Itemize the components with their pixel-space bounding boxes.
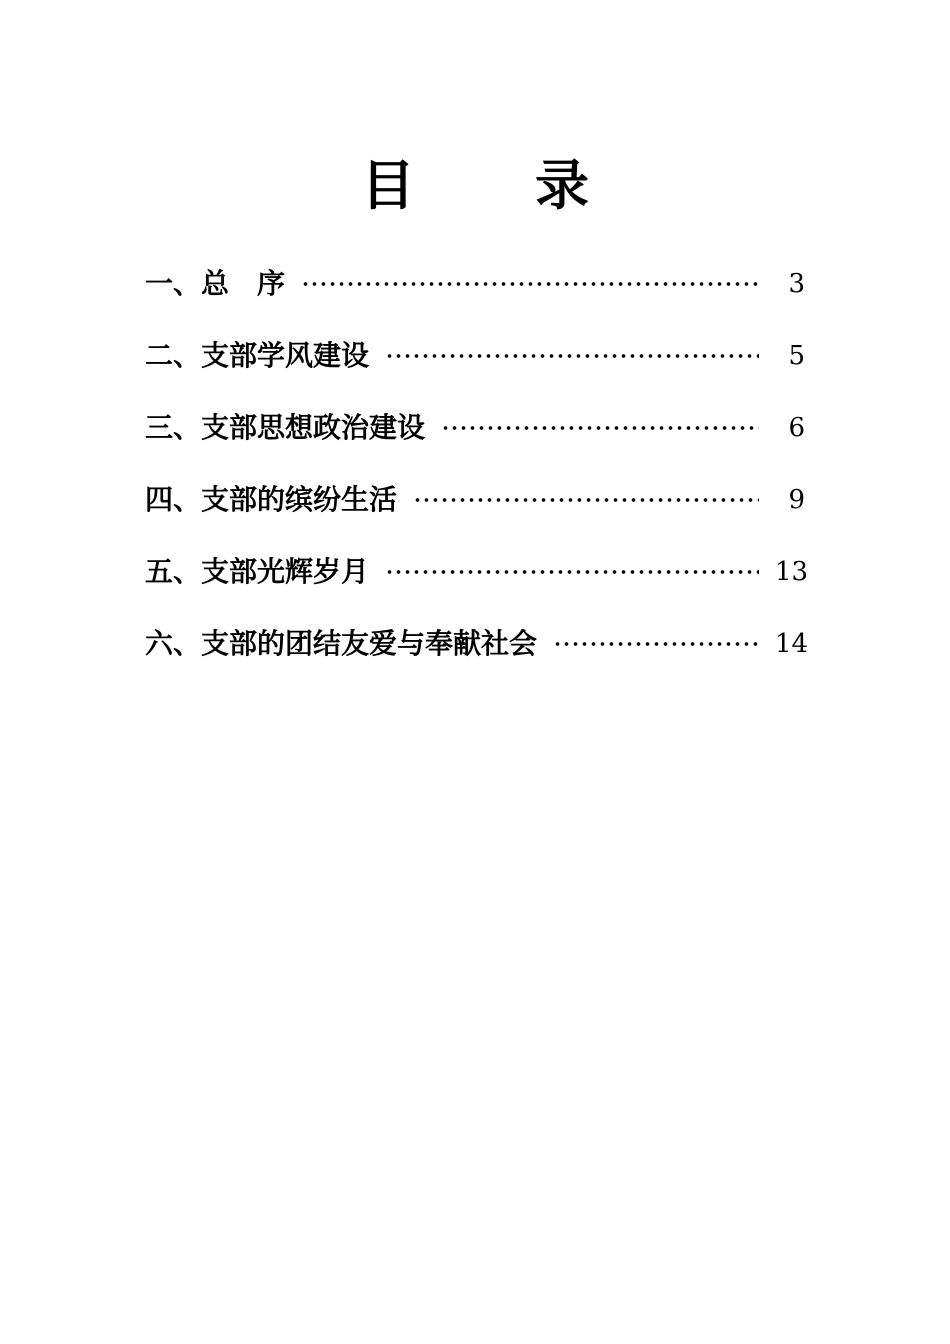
toc-dot-leader bbox=[385, 354, 759, 358]
toc-entry-page: 9 bbox=[788, 485, 805, 515]
toc-entry[interactable] bbox=[145, 248, 805, 320]
toc-entry[interactable] bbox=[145, 392, 805, 464]
toc-entry-page: 13 bbox=[775, 557, 809, 587]
toc-entry[interactable] bbox=[145, 608, 809, 680]
toc-entry-page: 6 bbox=[788, 413, 805, 443]
toc-entry-label: 二、支部学风建设 bbox=[145, 339, 370, 372]
toc-dot-leader bbox=[413, 498, 759, 502]
toc-entry[interactable] bbox=[145, 536, 809, 608]
toc-dot-leader bbox=[553, 642, 759, 646]
toc-dot-leader bbox=[301, 282, 759, 286]
toc-entry-label: 五、支部光辉岁月 bbox=[145, 555, 370, 588]
toc-entry-page: 3 bbox=[788, 269, 805, 299]
toc-entry-label: 六、支部的团结友爱与奉献社会 bbox=[145, 627, 538, 660]
toc-entry-label: 一、总 序 bbox=[145, 267, 286, 300]
toc-entry-label: 三、支部思想政治建设 bbox=[145, 411, 426, 444]
toc-dot-leader bbox=[441, 426, 759, 430]
toc-list bbox=[145, 248, 809, 680]
toc-entry-page: 5 bbox=[788, 341, 805, 371]
toc-entry[interactable] bbox=[145, 464, 805, 536]
toc-title: 目录 bbox=[361, 153, 709, 217]
toc-entry-label: 四、支部的缤纷生活 bbox=[145, 483, 398, 516]
toc-entry[interactable] bbox=[145, 320, 805, 392]
toc-dot-leader bbox=[385, 570, 759, 574]
toc-entry-page: 14 bbox=[775, 629, 809, 659]
